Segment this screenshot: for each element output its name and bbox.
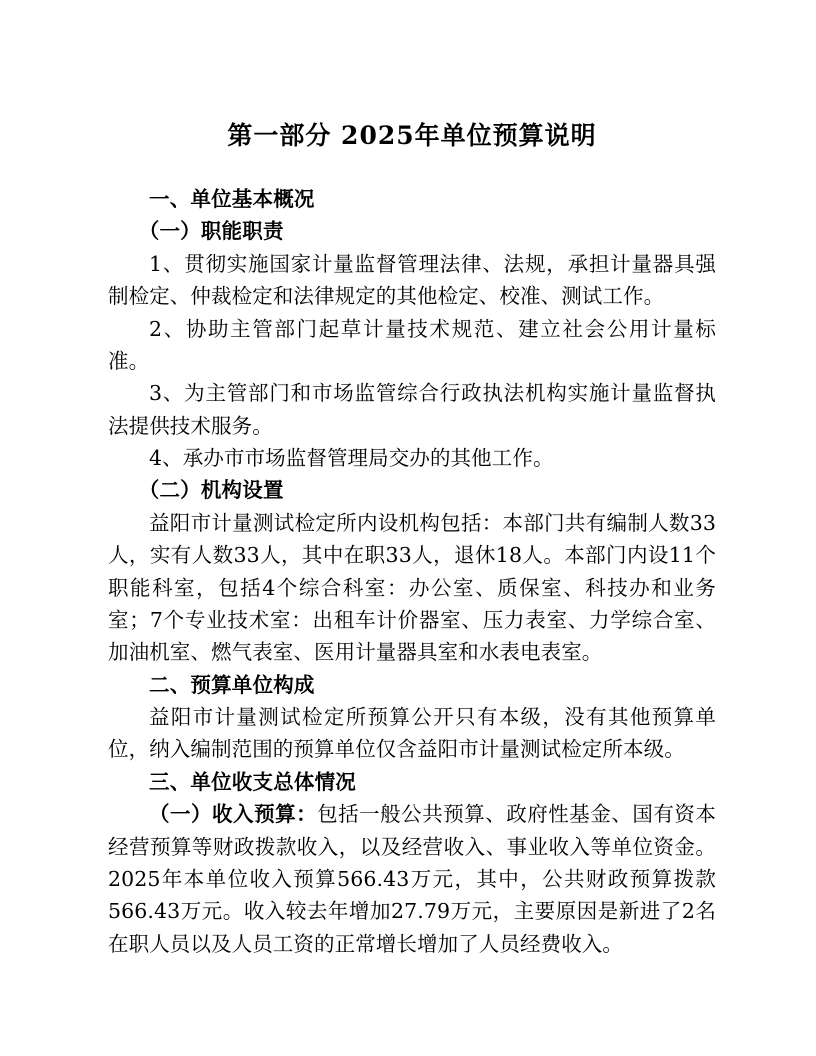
section-heading-1-2: （二）机构设置 <box>138 478 284 503</box>
paragraph-income-budget-text: 包括一般公共预算、政府性基金、国有资本经营预算等财政拨款收入，以及经营收入、事业收入等单位资金。2025年本单位收入预算566.43万元，其中，公共财政预算拨款566.43万元。收入较去年增加27.79万元，主要原因是新进了2名在职人员以及人员工资的正常增长增加了人员经费收入。 <box>108 802 716 956</box>
section-heading-1-1: （一）职能职责 <box>138 219 284 244</box>
section-heading-1: 一、单位基本概况 <box>149 187 315 211</box>
paragraph-budget-units: 益阳市计量测试检定所预算公开只有本级，没有其他预算单位，纳入编制范围的预算单位仅含益阳市计量测试检定所本级。 <box>108 705 716 762</box>
paragraph-duty-4: 4、承办市市场监督管理局交办的其他工作。 <box>149 446 554 470</box>
page-title: 第一部分 2025年单位预算说明 <box>227 121 597 150</box>
paragraph-duty-1: 1、贯彻实施国家计量监督管理法律、法规，承担计量器具强制检定、仲裁检定和法律规定的其他检定、校准、测试工作。 <box>108 251 716 309</box>
section-heading-2: 二、预算单位构成 <box>149 672 315 697</box>
paragraph-income-budget-lead: （一）收入预算： <box>149 802 318 827</box>
paragraph-duty-3: 3、为主管部门和市场监管综合行政执法机构实施计量监督执法提供技术服务。 <box>108 381 716 438</box>
paragraph-organization: 益阳市计量测试检定所内设机构包括：本部门共有编制人数33人，实有人数33人，其中在职33人，退休18人。本部门内设11个职能科室，包括4个综合科室：办公室、质保室、科技办和业务室；7个专业技术室：出租车计价器室、压力表室、力学综合室、加油机室、燃气表室、医用计量器具室和水表电表室。 <box>108 510 716 665</box>
section-heading-3: 三、单位收支总体情况 <box>149 769 356 794</box>
paragraph-duty-2: 2、协助主管部门起草计量技术规范、建立社会公用计量标准。 <box>108 316 716 373</box>
paragraph-income-budget <box>108 798 716 960</box>
